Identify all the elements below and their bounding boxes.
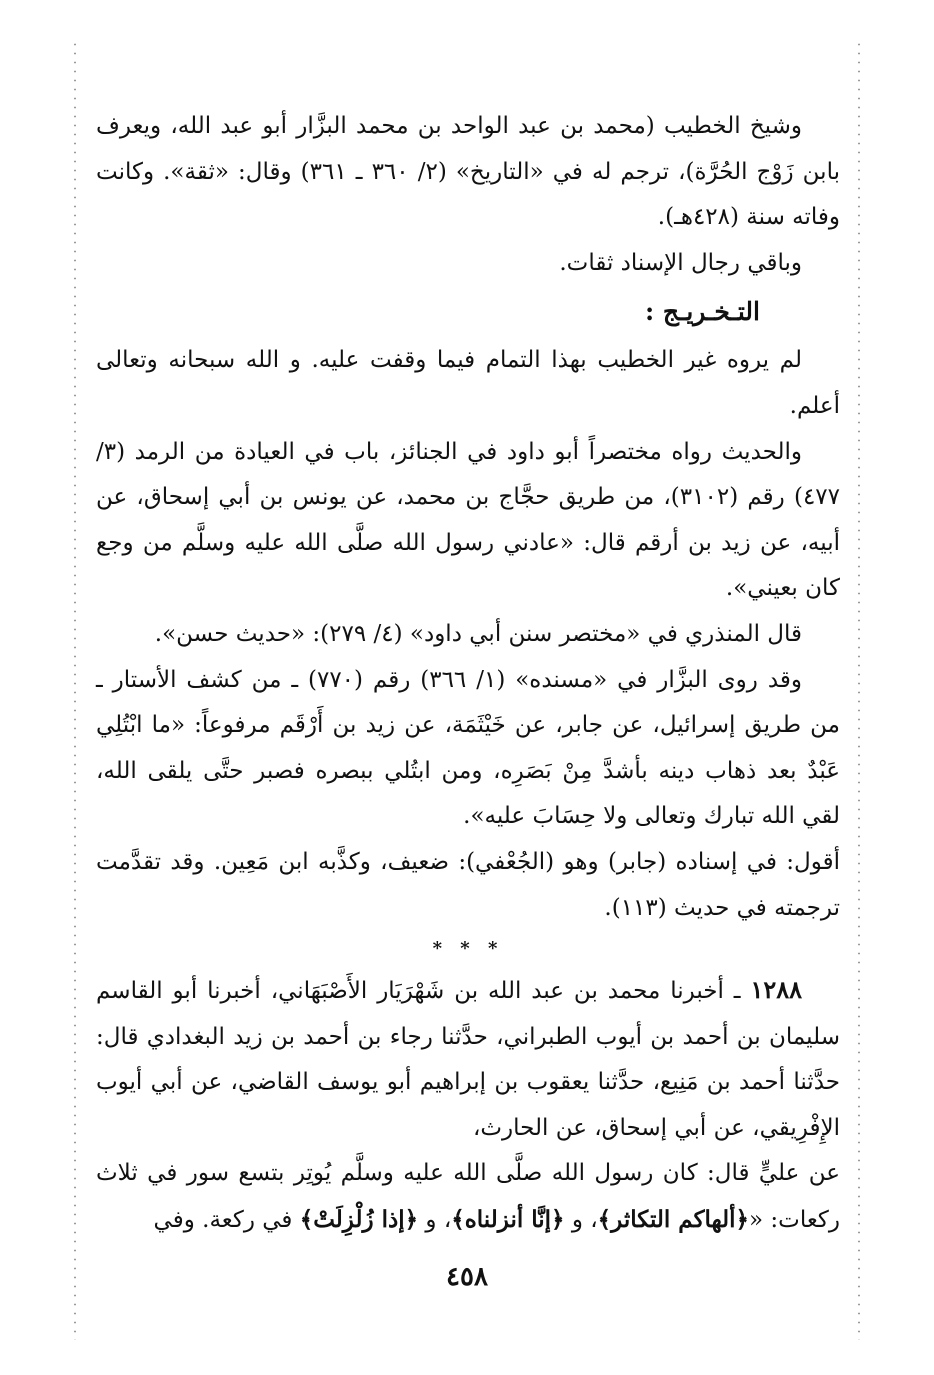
matn-text-b: ، و xyxy=(564,1207,598,1234)
quran-surah-takathur: ﴿ألهاكم التكاثر﴾ xyxy=(597,1206,750,1234)
paragraph-al-mundhiri: قال المنذري في «مختصر سنن أبي داود» (٤/ ٢٧٩): «حديث حسن». xyxy=(154,620,802,647)
matn-text-a: عن عليٍّ قال: كان رسول الله صلَّى الله عليه وسلَّم يُوتِر بتسع سور في ثلاث ركعات: « xyxy=(96,1160,840,1234)
section-heading-takhrij: التـخـريـج : xyxy=(644,297,760,327)
page-number: ٤٥٨ xyxy=(446,1262,488,1292)
hadith-number: ١٢٨٨ xyxy=(750,975,802,1005)
main-text xyxy=(96,104,840,1244)
paragraph-narrators-trustworthy: وباقي رجال الإسناد ثقات. xyxy=(559,249,802,276)
matn-text-d: في ركعة. وفي xyxy=(153,1207,300,1234)
paragraph-al-bazzar: وقد روى البزَّار في «مسنده» (١/ ٣٦٦) رقم (٧٧٠) ـ من كشف الأستار ـ من طريق إسرائيل، عن جابر، عن خَيْثَمَة، عن زيد بن أَرْقَم مرفوعاً: «ما ابْتُلِي عَبْدٌ بعد ذهاب دينه بأشدَّ مِنْ بَصَرِه، ومن ابتُلي ببصره فصبر حتَّى يلقى الله، لقي الله تبارك وتعالى ولا حِسَابَ عليه». xyxy=(96,666,840,830)
page-edge-left xyxy=(74,40,76,1340)
paragraph-not-narrated: لم يروه غير الخطيب بهذا التمام فيما وقفت عليه. و الله سبحانه وتعالى أعلم. xyxy=(96,347,840,419)
paragraph-hadith-matn xyxy=(96,1151,840,1243)
paragraph-sheikh-al-khatib: وشيخ الخطيب (محمد بن عبد الواحد بن محمد البزَّار أبو عبد الله، ويعرف بابن زَوْج الحُرَّة)، ترجم له في «التاريخ» (٢/ ٣٦٠ ـ ٣٦١) وقال: «ثقة». وكانت وفاته سنة (٤٢٨هـ). xyxy=(96,113,840,231)
section-separator: * * * xyxy=(432,938,504,960)
hadith-isnad: ـ أخبرنا محمد بن عبد الله بن شَهْرَيَار الأَصْبَهَاني، أخبرنا أبو القاسم سليمان بن أحمد بن أيوب الطبراني، حدَّثنا رجاء بن أحمد بن زيد البغدادي قال: حدَّثنا أحمد بن مَنِيع، حدَّثنا يعقوب بن إبراهيم أبو يوسف القاضي، عن أبي أيوب الإِفْرِيقي، عن أبي إسحاق، عن الحارث، xyxy=(96,978,840,1141)
paragraph-hadith-1288 xyxy=(96,967,840,1151)
matn-text-c: ، و xyxy=(418,1207,452,1234)
page-edge-right xyxy=(858,40,860,1340)
quran-surah-zalzalah: ﴿إذا زُلْزِلَتْ﴾ xyxy=(299,1206,419,1234)
paragraph-aqoul: أقول: في إسناده (جابر) وهو (الجُعْفي): ضعيف، وكذَّبه ابن مَعِين. وقد تقدَّمت ترجمته في حديث (١١٣). xyxy=(96,848,840,921)
paragraph-abu-dawud: والحديث رواه مختصراً أبو داود في الجنائز، باب في العيادة من الرمد (٣/ ٤٧٧) رقم (٣١٠٢)، من طريق حجَّاج بن محمد، عن يونس بن أبي إسحاق، عن أبيه، عن زيد بن أرقم قال: «عادني رسول الله صلَّى الله عليه وسلَّم من وجع كان بعيني». xyxy=(96,438,840,602)
quran-surah-qadr: ﴿إنَّا أنزلناه﴾ xyxy=(451,1206,565,1234)
